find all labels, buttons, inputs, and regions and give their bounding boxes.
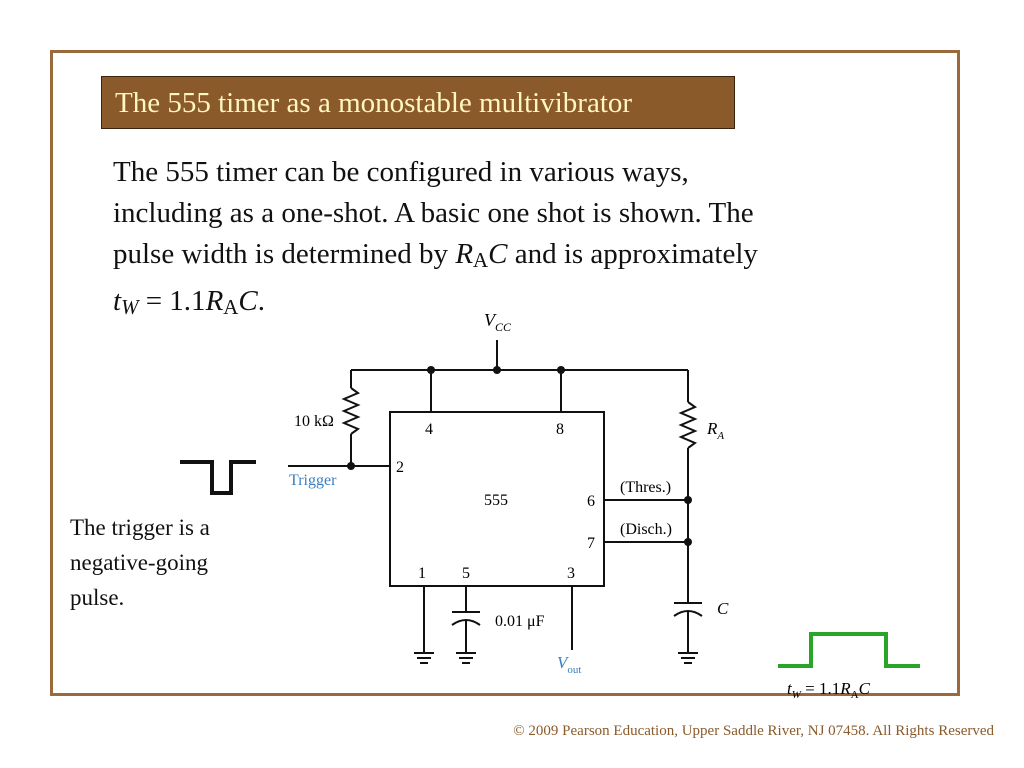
pin-6-label: 6: [587, 493, 595, 510]
ra-label: $R_A$: [707, 419, 725, 442]
c-symbol: C: [488, 238, 508, 270]
pin-4-label: 4: [425, 421, 433, 438]
formula-period: .: [257, 284, 265, 317]
trigger-label: Trigger: [289, 472, 337, 489]
pin-8-label: 8: [556, 421, 564, 438]
discharge-label: (Disch.): [620, 521, 672, 538]
formula-equals: = 1.1: [138, 284, 206, 317]
threshold-label: (Thres.): [620, 479, 672, 496]
slide-title: The 555 timer as a monostable multivibrator: [101, 76, 735, 129]
trigger-pulse-waveform: [180, 462, 256, 493]
pin-1-label: 1: [418, 565, 426, 582]
body-line-2: including as a one-shot. A basic one shot is shown. The: [113, 197, 754, 229]
formula-r-subscript: A: [223, 294, 239, 319]
body-line-3-prefix: pulse width is determined by: [113, 238, 456, 270]
pin-5-label: 5: [462, 565, 470, 582]
body-line-1: The 555 timer can be configured in various ways,: [113, 156, 689, 188]
vcc-label: $V_{CC}$: [484, 310, 512, 334]
copyright-notice: © 2009 Pearson Education, Upper Saddle River, NJ 07458. All Rights Reserved: [513, 723, 994, 739]
capacitor-value-label: 0.01 μF: [495, 613, 545, 630]
formula-r-symbol: R: [205, 284, 224, 317]
pin-2-label: 2: [396, 459, 404, 476]
pin-7-label: 7: [587, 535, 595, 552]
trigger-note: The trigger is a negative-going pulse.: [70, 515, 210, 610]
capacitor-c-label: C: [717, 599, 729, 618]
resistor-10k-label: 10 kΩ: [294, 413, 334, 430]
ra-symbol: R: [455, 238, 474, 270]
chip-label: 555: [484, 492, 508, 509]
tw-symbol: t: [113, 284, 122, 317]
body-line-3-suffix: and is approximately: [507, 238, 758, 270]
formula-c-symbol: C: [238, 284, 258, 317]
ra-subscript: A: [473, 247, 489, 272]
vout-label: $V_{out}$: [557, 653, 582, 676]
output-pulse-width-label: $t_W = 1.1R_AC$: [787, 679, 870, 701]
pin-3-label: 3: [567, 565, 575, 582]
output-pulse-waveform: [778, 634, 920, 666]
tw-subscript: W: [121, 294, 139, 319]
